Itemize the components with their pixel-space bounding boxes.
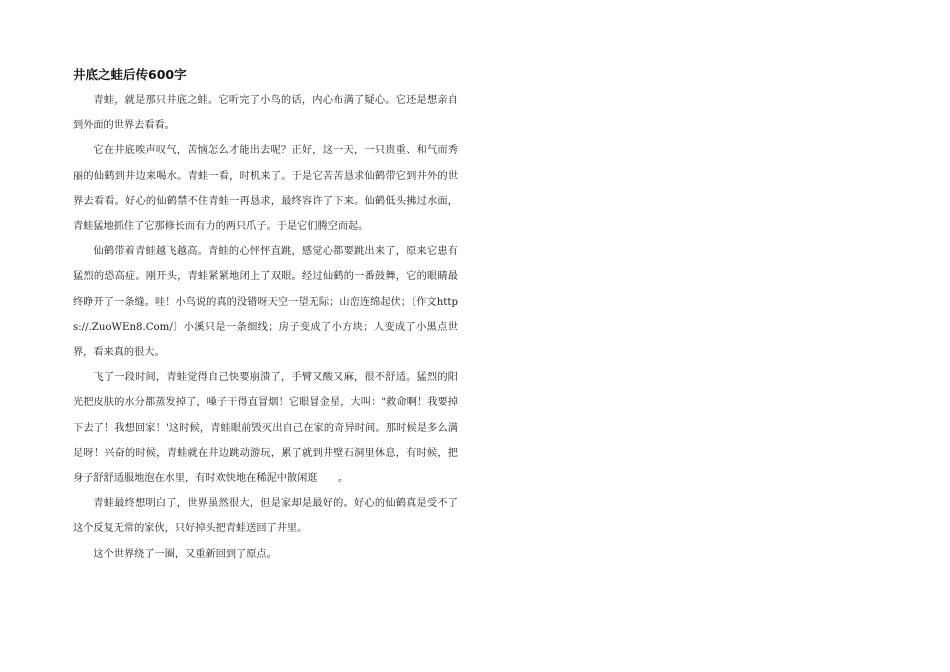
- paragraph-3: 仙鹤带着青蛙越飞越高。青蛙的心怦怦直跳，感觉心都要跳出来了，原来它患有猛烈的恐高症。刚开头，青蛙紧紧地闭上了双眼。经过仙鹤的一番鼓舞，它的眼睛最终睁开了一条缝。哇！小鸟说的真的没错呀天空一望无际；山峦连绵起伏；〔作文https://.ZuoWEn8.Com/〕小溪只是一条细线；房子变成了小方块；人变成了小黑点世界，看来真的很大。: [73, 246, 458, 359]
- paragraph-1: 青蛙，就是那只井底之蛙。它听完了小鸟的话，内心布满了疑心。它还是想亲自到外面的世界去看看。: [73, 95, 458, 132]
- document-title: 井底之蛙后传600字: [73, 67, 187, 82]
- paragraph-5: 青蛙最终想明白了，世界虽然很大，但是家却是最好的。好心的仙鹤真是受不了这个反复无常的家伙，只好掉头把青蛙送回了井里。: [73, 498, 458, 535]
- paragraph-2: 它在井底唉声叹气，苦恼怎么才能出去呢？正好，这一天，一只贵重、和气而秀丽的仙鹤到井边来喝水。青蛙一看，时机来了。于是它苦苦恳求仙鹤带它到井外的世界去看看。好心的仙鹤禁不住青蛙一再恳求，最终容许了下来。仙鹤低头拂过水面，青蛙猛地抓住了它那修长而有力的两只爪子。于是它们腾空而起。: [73, 145, 458, 233]
- paragraph-4: 飞了一段时间，青蛙觉得自己快要崩溃了，手臂又酸又麻，很不舒适。猛烈的阳光把皮肤的水分都蒸发掉了，嗓子干得直冒烟！它眼冒金星，大叫："救命啊！我要掉下去了！我想回家！'这时候，青蛙眼前毁灭出自己在家的奇异时间。那时候是多么满足呀！兴奋的时候，青蛙就在井边跳动游玩，累了就到井壁石洞里休息，有时候，把身子舒舒适服地泡在水里，有时欢快地在稀泥中散闲逛 。: [73, 372, 458, 485]
- document-page: [73, 66, 458, 567]
- paragraph-6: 这个世界绕了一圈，又重新回到了原点。: [93, 548, 277, 560]
